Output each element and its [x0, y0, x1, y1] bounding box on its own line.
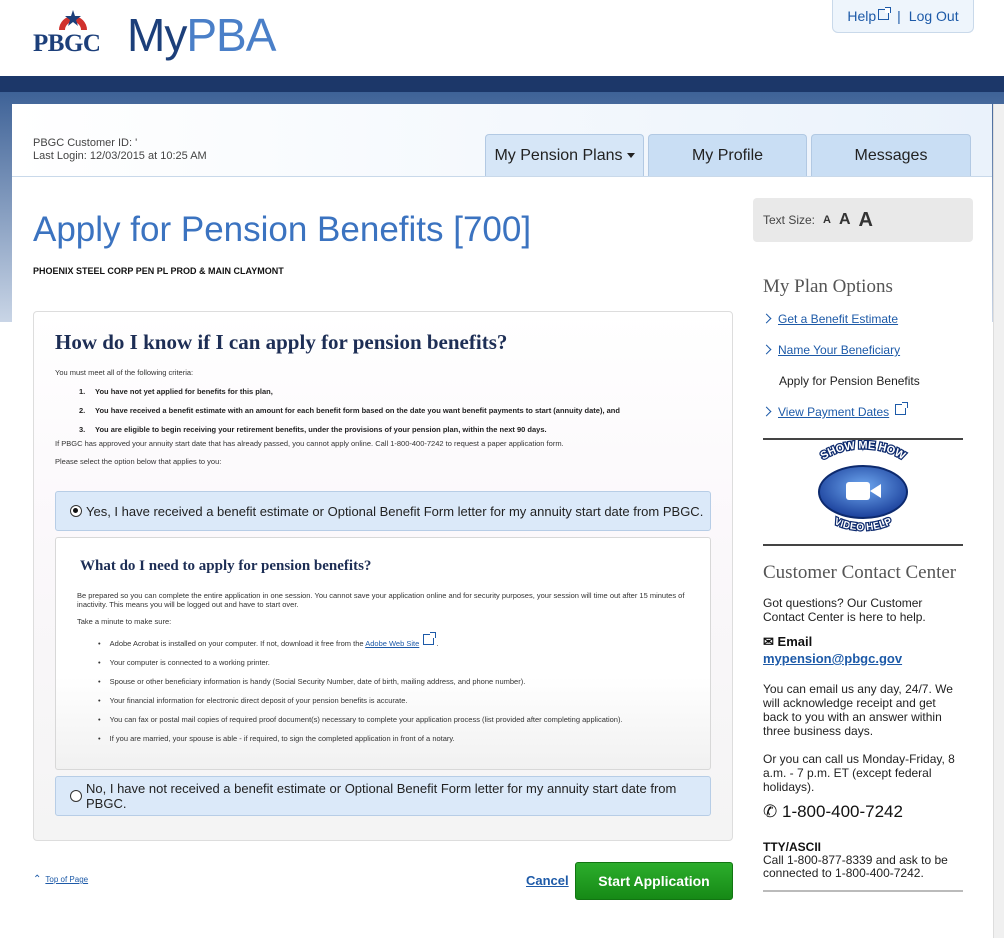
- top-of-page-link[interactable]: [33, 874, 88, 885]
- cancel-link[interactable]: Cancel: [526, 873, 569, 888]
- tty-heading: TTY/ASCII: [763, 840, 822, 854]
- envelope-icon: ✉: [763, 634, 774, 649]
- action-row: [33, 862, 733, 902]
- criteria-note: If PBGC has approved your annuity start date that has already passed, you cannot apply online. Call 1-800-400-7242 to request a paper application form.: [55, 439, 564, 448]
- plan-option-apply: [763, 366, 973, 397]
- start-application-button[interactable]: Start Application: [575, 862, 733, 900]
- mypba-wordmark: [127, 8, 275, 62]
- header-bar: [0, 76, 1004, 92]
- plan-option-label: Name Your Beneficiary: [778, 343, 901, 357]
- plan-option-payment-dates[interactable]: [763, 397, 973, 428]
- content-shell: [12, 104, 992, 938]
- requirements-panel: [55, 537, 711, 770]
- customer-id-label: PBGC Customer ID:: [33, 137, 133, 149]
- take-minute: Take a minute to make sure:: [77, 617, 172, 626]
- pbgc-logo[interactable]: [33, 8, 113, 58]
- list-item: • Your computer is connected to a working printer.: [98, 653, 623, 672]
- svg-text:SHOW ME HOW: [819, 440, 908, 463]
- criteria-num: 2.: [79, 406, 86, 415]
- external-link-icon: [878, 9, 889, 20]
- text-size-small-button[interactable]: A: [823, 214, 831, 226]
- list-item: • You can fax or postal mail copies of required proof document(s) necessary to complete your application process (list provided after completing application).: [98, 710, 623, 729]
- plan-option-label: View Payment Dates: [778, 405, 890, 419]
- criteria-item: [79, 382, 725, 401]
- last-login: Last Login: 12/03/2015 at 10:25 AM: [33, 150, 207, 162]
- email-link[interactable]: mypension@pbgc.gov: [763, 651, 903, 666]
- plan-options-list: [763, 304, 973, 428]
- eligibility-heading: How do I know if I can apply for pension benefits?: [55, 330, 508, 354]
- scrollbar[interactable]: [993, 104, 1004, 938]
- customer-id-value: ': [135, 137, 138, 149]
- tab-my-profile[interactable]: My Profile: [648, 134, 807, 176]
- external-link-icon: [423, 634, 434, 645]
- email-text: You can email us any day, 24/7. We will acknowledge receipt and get back to you with an answer within three business days.: [763, 682, 953, 738]
- text-size-large-button[interactable]: A: [858, 208, 873, 231]
- plan-option-label: Apply for Pension Benefits: [779, 374, 920, 388]
- plan-option-benefit-estimate[interactable]: [763, 304, 973, 335]
- main-content: [33, 210, 733, 276]
- tab-messages[interactable]: Messages: [811, 134, 971, 176]
- tab-my-pension-plans[interactable]: [485, 134, 644, 176]
- plan-option-beneficiary[interactable]: [763, 335, 973, 366]
- list-item: • Spouse or other beneficiary information is handy (Social Security Number, date of birth, mailing address, and phone number).: [98, 672, 623, 691]
- radio-yes[interactable]: [70, 505, 82, 517]
- sidebar: [753, 198, 973, 892]
- pbgc-logo-text: PBGC: [33, 30, 101, 57]
- chevron-right-icon: [762, 345, 772, 355]
- email-heading: [763, 634, 973, 650]
- criteria-text: You have received a benefit estimate with an amount for each benefit form based on the date you want benefit payments to start (annuity date), and: [95, 406, 620, 415]
- criteria-text: You have not yet applied for benefits for this plan,: [95, 387, 273, 396]
- bullet-period: .: [436, 639, 439, 648]
- adobe-web-site-link[interactable]: Adobe Web Site: [365, 639, 420, 648]
- eligibility-panel: [33, 311, 733, 841]
- plan-name: PHOENIX STEEL CORP PEN PL PROD & MAIN CLAYMONT: [33, 266, 284, 276]
- requirements-intro: Be prepared so you can complete the entire application in one session. You cannot save your application online and for security purposes, your session will time out after 15 minutes of inactivity. This means you will be logged out and have to start over.: [77, 591, 685, 609]
- criteria-item: [79, 401, 725, 420]
- pbgc-logo-mark: [53, 8, 93, 32]
- option-no-label: No, I have not received a benefit estimate or Optional Benefit Form letter for my annuity start date from PBGC.: [86, 781, 677, 811]
- tab-label: My Pension Plans: [494, 146, 623, 164]
- list-item: [98, 634, 623, 653]
- site-header: [0, 0, 1004, 76]
- customer-id: [33, 137, 207, 150]
- criteria-intro: You must meet all of the following criteria:: [55, 368, 194, 377]
- external-link-icon: [895, 404, 906, 415]
- chevron-right-icon: [762, 314, 772, 324]
- tty-text: Call 1-800-877-8339 and ask to be connected to 1-800-400-7242.: [763, 853, 948, 880]
- criteria-text: You are eligible to begin receiving your retirement benefits, under the provisions of your pension plan, within the next 90 days.: [95, 425, 547, 434]
- video-camera-icon: [763, 440, 963, 544]
- requirements-list: [98, 634, 623, 748]
- sidebar-divider: [763, 544, 963, 546]
- logout-link[interactable]: Log Out: [908, 8, 959, 24]
- help-link-label: Help: [847, 8, 877, 24]
- chevron-right-icon: [762, 407, 772, 417]
- chevron-down-icon: [627, 153, 635, 158]
- utility-links: [832, 0, 974, 33]
- text-size-control: [753, 198, 973, 242]
- option-no[interactable]: [55, 776, 711, 816]
- sidebar-divider: [763, 890, 963, 892]
- list-item: • Your financial information for electronic direct deposit of your pension benefits is accurate.: [98, 691, 623, 710]
- customer-info: [33, 137, 207, 163]
- link-separator: |: [897, 8, 901, 24]
- phone-label: 1-800-400-7242: [781, 802, 903, 821]
- video-help-badge[interactable]: [763, 440, 963, 544]
- phone-icon: ✆: [763, 802, 778, 821]
- video-top-text: SHOW ME HOW: [818, 440, 908, 463]
- bullet-text: Adobe Acrobat is installed on your computer. If not, download it free from the: [109, 639, 364, 648]
- phone-number[interactable]: [763, 802, 973, 822]
- contact-center-intro: Got questions? Our Customer Contact Center is here to help.: [763, 596, 926, 624]
- criteria-num: 3.: [79, 425, 86, 434]
- criteria-block: [55, 368, 725, 466]
- select-prompt: Please select the option below that applies to you:: [55, 457, 222, 466]
- user-bar: [12, 104, 992, 177]
- contact-center-heading: Customer Contact Center: [763, 562, 957, 583]
- wordmark-pba: PBA: [186, 9, 276, 61]
- option-yes-label: Yes, I have received a benefit estimate or Optional Benefit Form letter for my annuity start date from PBGC.: [86, 503, 704, 519]
- text-size-label: Text Size:: [763, 213, 816, 227]
- page-title: Apply for Pension Benefits [700]: [33, 210, 532, 249]
- top-of-page-label: Top of Page: [45, 875, 89, 884]
- email-label: Email: [777, 634, 813, 649]
- chevron-up-icon: ⌃: [33, 874, 42, 885]
- help-link[interactable]: [847, 8, 889, 24]
- criteria-item: [79, 420, 725, 439]
- radio-no[interactable]: [70, 790, 82, 802]
- criteria-num: 1.: [79, 387, 86, 396]
- video-bottom-text: VIDEO HELP: [832, 516, 894, 534]
- wordmark-my: My: [127, 9, 187, 61]
- option-yes[interactable]: [55, 491, 711, 531]
- requirements-heading: What do I need to apply for pension benefits?: [80, 558, 372, 574]
- plan-option-label: Get a Benefit Estimate: [778, 312, 899, 326]
- contact-center: [753, 562, 973, 892]
- list-item: • If you are married, your spouse is able - if required, to sign the completed application in front of a notary.: [98, 729, 623, 748]
- plan-options-heading: My Plan Options: [763, 276, 893, 297]
- text-size-medium-button[interactable]: A: [838, 211, 851, 228]
- call-text: Or you can call us Monday-Friday, 8 a.m. - 7 p.m. ET (except federal holidays).: [763, 752, 955, 794]
